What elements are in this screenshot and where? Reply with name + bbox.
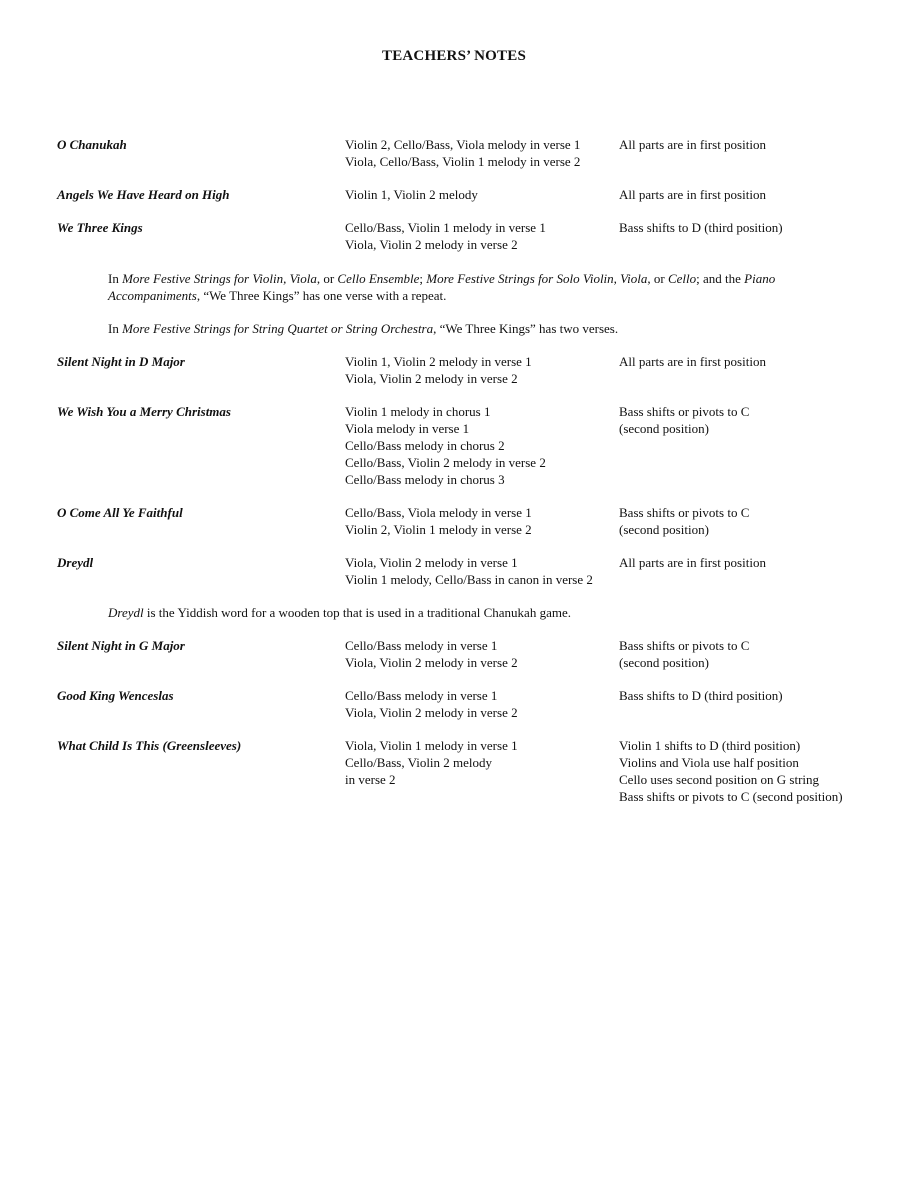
melody-line: Violin 1 melody, Cello/Bass in canon in verse 2 (345, 572, 593, 587)
note-text: In (108, 271, 123, 286)
melody-line: Viola, Violin 2 melody in verse 2 (345, 705, 518, 720)
position-line: Violins and Viola use half position (619, 755, 799, 770)
note-text: ; (419, 271, 427, 286)
melody-line: Cello/Bass melody in verse 1 (345, 638, 498, 653)
dreydl-note (108, 604, 838, 621)
position-note (619, 554, 766, 571)
song-title: We Wish You a Merry Christmas (57, 404, 231, 419)
melody-line: Violin 1, Violin 2 melody (345, 187, 478, 202)
position-note (619, 136, 766, 153)
position-line: (second position) (619, 522, 709, 537)
melody-assignment (345, 554, 593, 588)
song-title: What Child Is This (Greensleeves) (57, 738, 242, 753)
song-title: Silent Night in G Major (57, 638, 185, 653)
position-note (619, 353, 766, 370)
note-title: Piano (744, 271, 776, 286)
position-line: (second position) (619, 655, 709, 670)
melody-line: Violin 2, Violin 1 melody in verse 2 (345, 522, 532, 537)
melody-line: Cello/Bass, Violin 2 melody (345, 755, 493, 770)
melody-line: Viola, Violin 2 melody in verse 2 (345, 371, 518, 386)
melody-line: Viola, Violin 1 melody in verse 1 (345, 738, 518, 753)
position-note (619, 504, 749, 538)
song-title: O Chanukah (57, 137, 127, 152)
melody-line: Cello/Bass melody in chorus 2 (345, 438, 505, 453)
note-title: Dreydl (108, 605, 144, 620)
position-line: Cello uses second position on G string (619, 772, 820, 787)
melody-line: Cello/Bass, Violin 2 melody in verse 2 (345, 455, 546, 470)
position-line: Violin 1 shifts to D (third position) (619, 738, 801, 753)
song-title: Good King Wenceslas (57, 688, 174, 703)
note-text: , or (316, 271, 338, 286)
melody-line: in verse 2 (345, 772, 396, 787)
note-text: is the Yiddish word for a wooden top that is used in a traditional Chanukah game. (143, 605, 571, 620)
position-line: Bass shifts or pivots to C (second position) (619, 789, 843, 804)
note-text: , “We Three Kings” has one verse with a repeat. (196, 288, 447, 303)
melody-line: Viola, Violin 2 melody in verse 2 (345, 237, 518, 252)
position-line: All parts are in first position (619, 187, 766, 202)
melody-assignment (345, 687, 518, 721)
melody-line: Viola, Violin 2 melody in verse 2 (345, 655, 518, 670)
position-line: Bass shifts or pivots to C (619, 505, 750, 520)
melody-line: Viola, Cello/Bass, Violin 1 melody in verse 2 (345, 154, 581, 169)
melody-line: Violin 1, Violin 2 melody in verse 1 (345, 354, 532, 369)
melody-line: Viola, Violin 2 melody in verse 1 (345, 555, 518, 570)
three-kings-note-2 (108, 320, 838, 337)
note-title: More Festive Strings for Solo Violin, Viola (426, 271, 648, 286)
position-note (619, 186, 766, 203)
note-title: Cello Ensemble (337, 271, 420, 286)
melody-assignment (345, 136, 580, 170)
position-note (619, 687, 783, 704)
melody-assignment (345, 403, 546, 488)
melody-assignment (345, 186, 478, 203)
melody-line: Cello/Bass, Violin 1 melody in verse 1 (345, 220, 546, 235)
position-line: All parts are in first position (619, 137, 766, 152)
position-note (619, 737, 843, 805)
three-kings-note-1 (108, 270, 838, 304)
position-line: Bass shifts or pivots to C (619, 638, 750, 653)
position-line: All parts are in first position (619, 555, 766, 570)
note-text: , or (647, 271, 668, 286)
position-line: Bass shifts to D (third position) (619, 688, 783, 703)
melody-line: Violin 1 melody in chorus 1 (345, 404, 491, 419)
note-text: ; and the (696, 271, 745, 286)
note-title: More Festive Strings for String Quartet or String Orchestra (122, 321, 434, 336)
page-title: TEACHERS’ NOTES (381, 48, 526, 64)
song-title: We Three Kings (57, 220, 143, 235)
melody-assignment (345, 353, 532, 387)
melody-assignment (345, 504, 532, 538)
song-title: O Come All Ye Faithful (57, 505, 183, 520)
position-note (619, 403, 749, 437)
song-title: Silent Night in D Major (57, 354, 185, 369)
melody-line: Violin 2, Cello/Bass, Viola melody in verse 1 (345, 137, 581, 152)
melody-line: Cello/Bass melody in chorus 3 (345, 472, 505, 487)
position-line: All parts are in first position (619, 354, 766, 369)
song-title: Dreydl (57, 555, 94, 570)
melody-assignment (345, 737, 518, 788)
song-title: Angels We Have Heard on High (57, 187, 230, 202)
position-note (619, 219, 783, 236)
position-line: Bass shifts to D (third position) (619, 220, 783, 235)
melody-line: Cello/Bass melody in verse 1 (345, 688, 498, 703)
melody-assignment (345, 637, 518, 671)
note-title: Cello (667, 271, 697, 286)
position-note (619, 637, 749, 671)
melody-assignment (345, 219, 546, 253)
position-line: Bass shifts or pivots to C (619, 404, 750, 419)
note-title: More Festive Strings for Violin, Viola (122, 271, 317, 286)
note-text: , “We Three Kings” has two verses. (433, 321, 619, 336)
position-line: (second position) (619, 421, 709, 436)
melody-line: Cello/Bass, Viola melody in verse 1 (345, 505, 532, 520)
note-title: Accompaniments (108, 288, 197, 303)
note-text: In (108, 321, 123, 336)
melody-line: Viola melody in verse 1 (345, 421, 470, 436)
